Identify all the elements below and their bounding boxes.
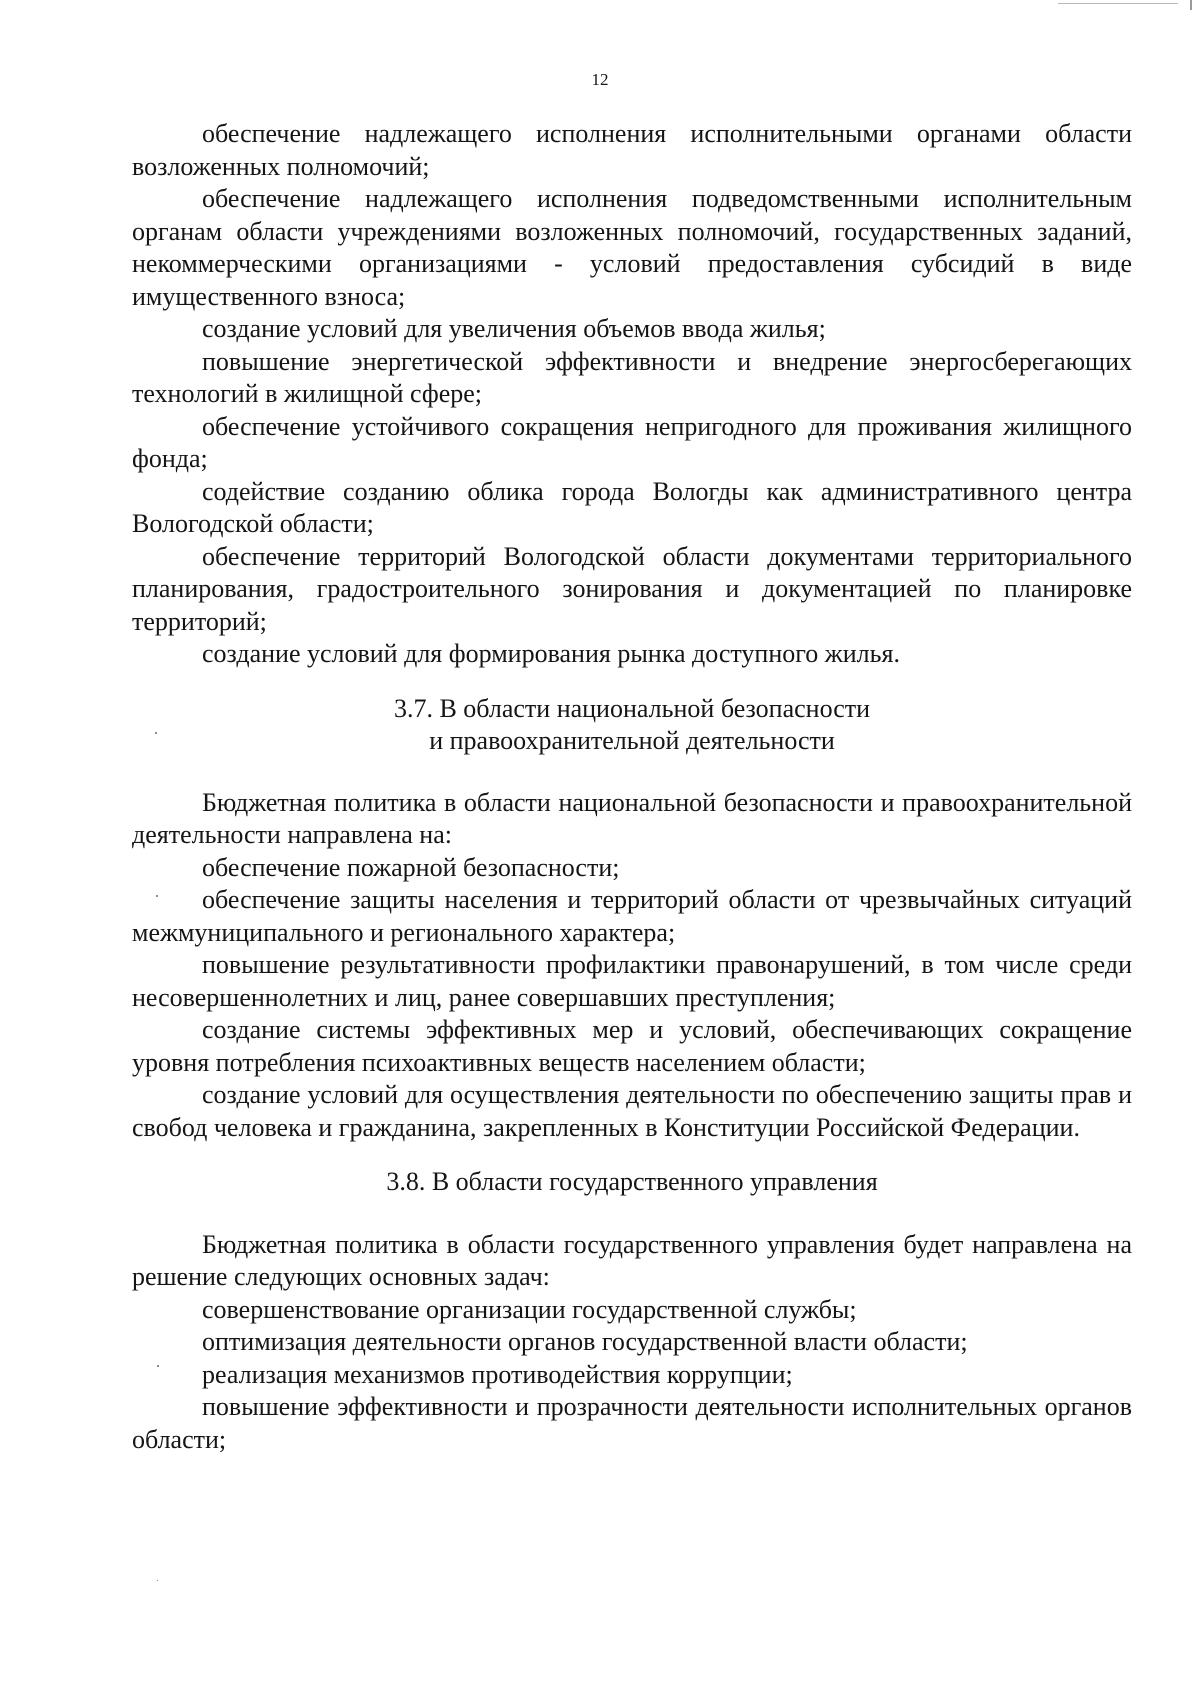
paragraph: обеспечение пожарной безопасности; xyxy=(202,852,620,882)
paragraph: повышение результативности профилактики правонарушений, в том числе среди несовершеннолетних и лиц, ранее совершавших преступления; xyxy=(132,950,1132,1012)
paragraph: повышение энергетической эффективности и внедрение энергосберегающих технологий в жилищной сфере; xyxy=(132,346,1132,408)
scan-speck xyxy=(156,895,158,897)
spacer xyxy=(132,1199,1132,1229)
page-number: 12 xyxy=(591,70,609,89)
document-body xyxy=(132,118,1132,1456)
paragraph: создание условий для увеличения объемов ввода жилья; xyxy=(202,314,826,343)
scan-speck xyxy=(157,1580,158,1581)
scan-corner-tick xyxy=(1190,0,1192,10)
spacer xyxy=(132,1144,1132,1166)
scan-speck xyxy=(157,1365,159,1367)
paragraph: совершенствование организации государственной службы; xyxy=(202,1294,857,1324)
paragraph: обеспечение надлежащего исполнения подведомственными исполнительным органам области учреждениями возложенных полномочий, государственных заданий, некоммерческими организациями - условий предоставления субсидий в виде имущественного взноса; xyxy=(132,184,1132,311)
paragraph: создание системы эффективных мер и условий, обеспечивающих сокращение уровня потребления психоактивных веществ населением области; xyxy=(132,1015,1132,1077)
paragraph: обеспечение защиты населения и территорий области от чрезвычайных ситуаций межмуниципального и регионального характера; xyxy=(132,885,1132,947)
paragraph: повышение эффективности и прозрачности деятельности исполнительных органов области; xyxy=(132,1392,1132,1454)
heading-line: и правоохранительной деятельности xyxy=(429,726,835,755)
paragraph: оптимизация деятельности органов государственной власти области; xyxy=(202,1327,968,1356)
heading-line: 3.7. В области национальной безопасности xyxy=(393,693,871,723)
scan-corner-mark xyxy=(1040,0,1200,8)
spacer xyxy=(132,671,1132,693)
scan-speck xyxy=(155,732,157,734)
paragraph: обеспечение территорий Вологодской области документами территориального планирования, градостроительного зонирования и документацией по планировке территорий; xyxy=(132,541,1132,636)
paragraph: Бюджетная политика в области национальной безопасности и правоохранительной деятельности направлена на: xyxy=(132,787,1132,849)
section-heading-3-8: 3.8. В области государственного управления xyxy=(386,1167,878,1196)
spacer xyxy=(132,758,1132,787)
paragraph: обеспечение устойчивого сокращения непригодного для проживания жилищного фонда; xyxy=(132,411,1132,473)
scan-corner-line xyxy=(1058,3,1178,4)
section-heading-3-7 xyxy=(132,693,1132,758)
paragraph: содействие созданию облика города Вологды как административного центра Вологодской области; xyxy=(132,476,1132,538)
paragraph: Бюджетная политика в области государственного управления будет направлена на решение следующих основных задач: xyxy=(132,1229,1132,1291)
paragraph: обеспечение надлежащего исполнения исполнительными органами области возложенных полномочий; xyxy=(132,119,1132,181)
paragraph: создание условий для осуществления деятельности по обеспечению защиты прав и свобод человека и гражданина, закрепленных в Конституции Российской Федерации. xyxy=(132,1080,1132,1142)
paragraph: создание условий для формирования рынка доступного жилья. xyxy=(202,639,900,668)
paragraph: реализация механизмов противодействия коррупции; xyxy=(202,1359,793,1389)
